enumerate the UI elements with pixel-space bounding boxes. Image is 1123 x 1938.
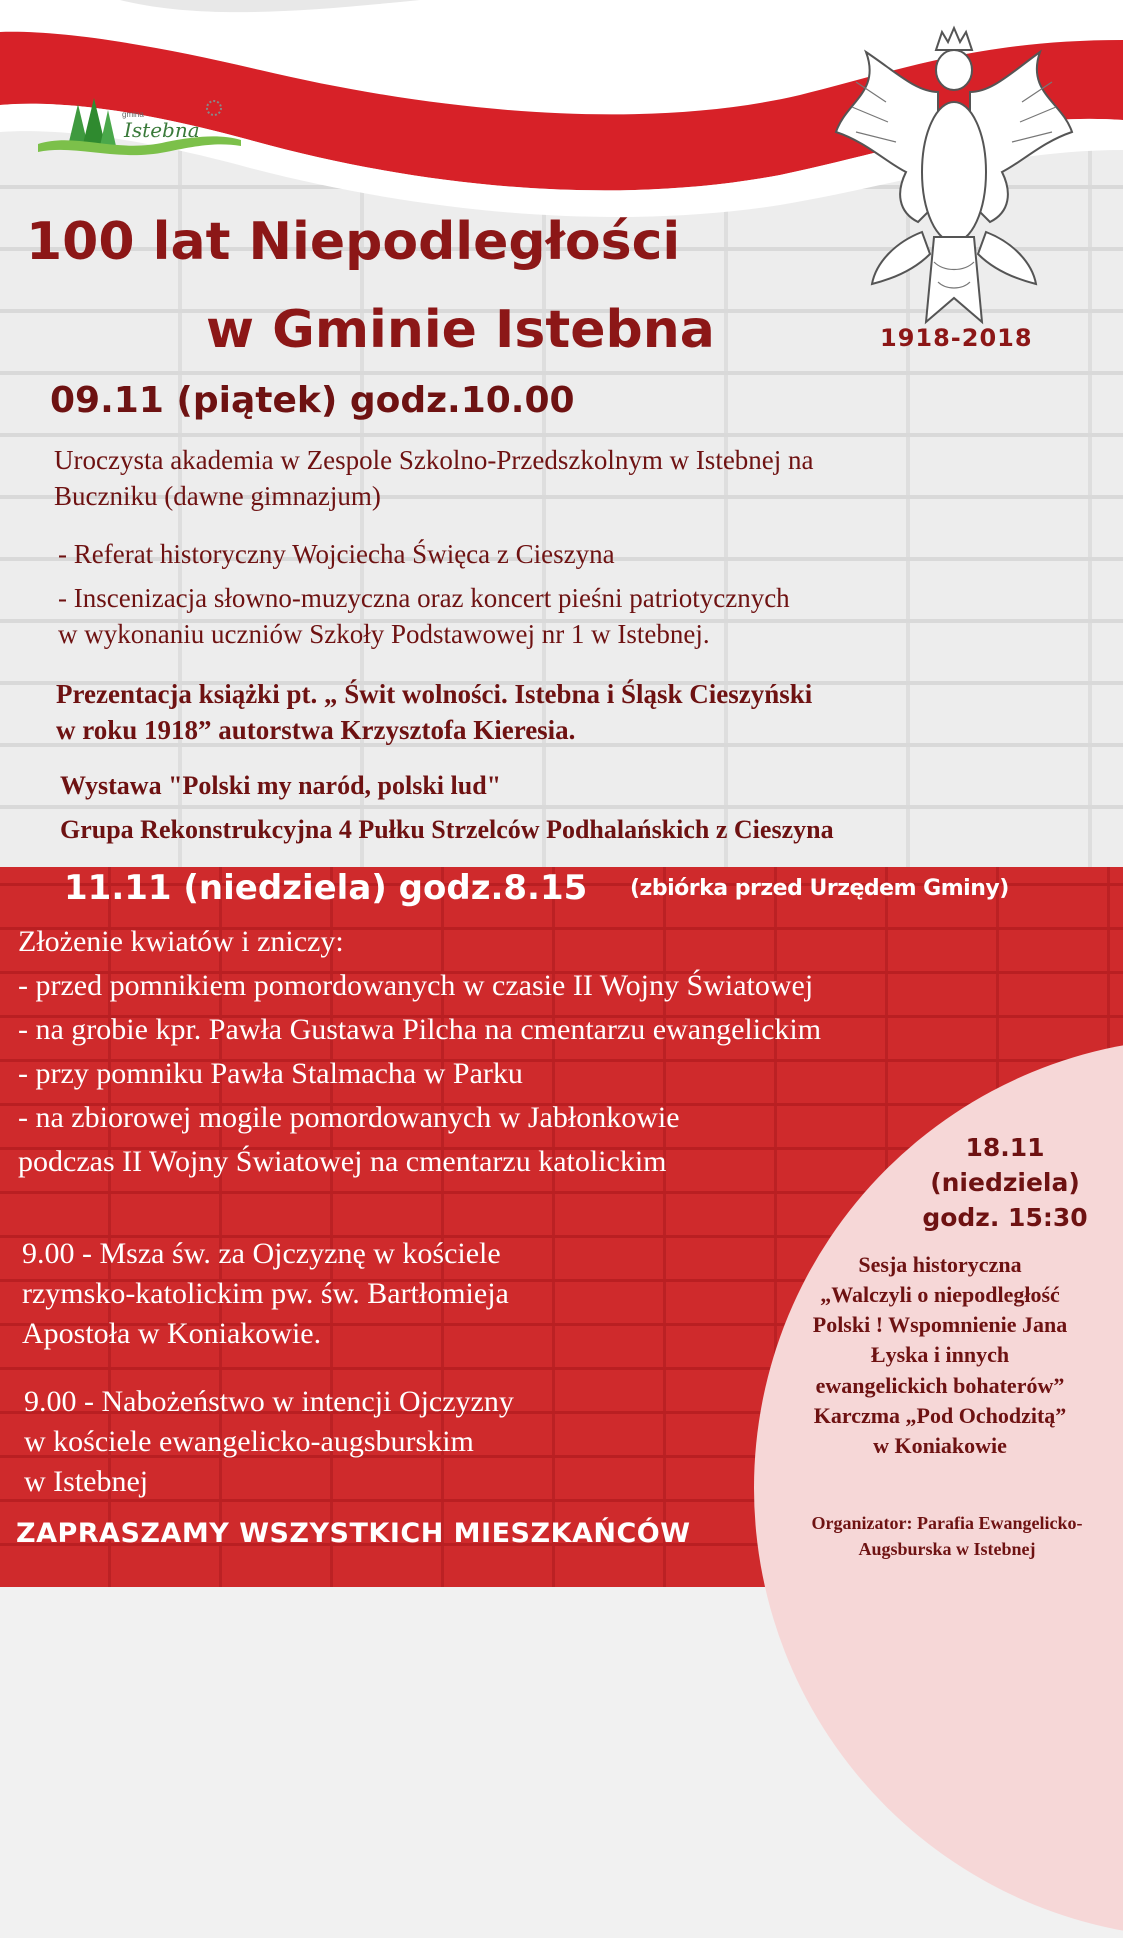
event2-flowers-line: - przed pomnikiem pomordowanych w czasie II Wojny Światowej xyxy=(18,969,814,1003)
event2-flowers-line: - na zbiorowej mogile pomordowanych w Jabłonkowie xyxy=(18,1101,680,1135)
years-label: 1918-2018 xyxy=(880,324,1033,352)
gmina-istebna-logo xyxy=(36,96,246,168)
event3-text-line: Polski ! Wspomnienie Jana xyxy=(812,1312,1068,1338)
event2-mass-line: 9.00 - Msza św. za Ojczyznę w kościele xyxy=(22,1237,501,1270)
event2-flowers xyxy=(18,920,821,1185)
event1-academy-line: Buczniku (dawne gimnazjum) xyxy=(54,481,381,512)
event3-text-line: Karczma „Pod Ochodzitą” xyxy=(813,1402,1067,1428)
logo-name: Istebna xyxy=(124,118,200,142)
event3-text-line: Łyska i innych xyxy=(870,1342,1010,1368)
logo-small-text: gmina xyxy=(122,110,144,119)
event2-note: (zbiórka przed Urzędem Gminy) xyxy=(630,876,1009,901)
event3-organizer xyxy=(772,1510,1122,1562)
event3-text xyxy=(770,1250,1110,1461)
event2-flowers-line: podczas II Wojny Światowej na cmentarzu katolickim xyxy=(18,1145,667,1179)
event2-mass xyxy=(22,1234,509,1355)
event3-organizer-line: Augsburska w Istebnej xyxy=(858,1539,1036,1560)
event1-item-2-line: w wykonaniu uczniów Szkoły Podstawowej nr 1 w Istebnej. xyxy=(58,619,710,650)
event2-flowers-line: - na grobie kpr. Pawła Gustawa Pilcha na cmentarzu ewangelickim xyxy=(18,1013,822,1047)
event3-date-line: (niedziela) xyxy=(930,1168,1080,1197)
event2-flowers-line: - przy pomniku Pawła Stalmacha w Parku xyxy=(18,1057,523,1091)
event3-organizer-line: Organizator: Parafia Ewangelicko- xyxy=(811,1513,1083,1533)
event1-item-2-line: - Inscenizacja słowno-muzyczna oraz koncert pieśni patriotycznych xyxy=(58,583,790,613)
event2-service-line: 9.00 - Nabożeństwo w intencji Ojczyzny xyxy=(24,1385,514,1418)
event2-date: 11.11 (niedziela) godz.8.15 xyxy=(64,868,588,908)
event2-mass-line: Apostoła w Koniakowie. xyxy=(22,1317,322,1351)
event3-date-line: 18.11 xyxy=(965,1133,1045,1162)
event1-exhibit: Wystawa "Polski my naród, polski lud" xyxy=(60,771,502,800)
event1-book xyxy=(56,676,812,749)
event3-text-line: w Koniakowie xyxy=(873,1432,1007,1458)
event1-academy-line: Uroczysta akademia w Zespole Szkolno-Przedszkolnym w Istebnej na xyxy=(54,445,814,475)
event1-item-1: - Referat historyczny Wojciecha Święca z Cieszyna xyxy=(58,539,615,569)
event3-text-line: ewangelickich bohaterów” xyxy=(815,1372,1065,1398)
event2-flowers-line: Złożenie kwiatów i zniczy: xyxy=(18,925,344,958)
event3-text-line: Sesja historyczna xyxy=(858,1252,1022,1277)
event3-date xyxy=(855,1130,1123,1235)
event1-item-2 xyxy=(58,580,790,653)
event2-service-line: w Istebnej xyxy=(24,1465,149,1499)
event3-date-line: godz. 15:30 xyxy=(922,1203,1088,1232)
title-line-1: 100 lat Niepodległości xyxy=(26,212,681,272)
invite-banner: ZAPRASZAMY WSZYSTKICH MIESZKAŃCÓW xyxy=(16,1518,691,1549)
event2-mass-line: rzymsko-katolickim pw. św. Bartłomieja xyxy=(22,1277,509,1311)
event2-service xyxy=(24,1382,514,1503)
event1-group: Grupa Rekonstrukcyjna 4 Pułku Strzelców Podhalańskich z Cieszyna xyxy=(60,815,834,844)
event1-book-line: w roku 1918” autorstwa Krzysztofa Kieresia. xyxy=(56,715,576,746)
event1-book-line: Prezentacja książki pt. „ Świt wolności. Istebna i Śląsk Cieszyński xyxy=(56,679,813,709)
title-line-2: w Gminie Istebna xyxy=(206,300,715,360)
white-eagle-emblem xyxy=(826,22,1076,332)
event1-date: 09.11 (piątek) godz.10.00 xyxy=(50,380,575,421)
event2-service-line: w kościele ewangelicko-augsburskim xyxy=(24,1425,474,1459)
event3-text-line: „Walczyli o niepodległość xyxy=(820,1282,1060,1308)
event1-academy xyxy=(54,442,814,515)
